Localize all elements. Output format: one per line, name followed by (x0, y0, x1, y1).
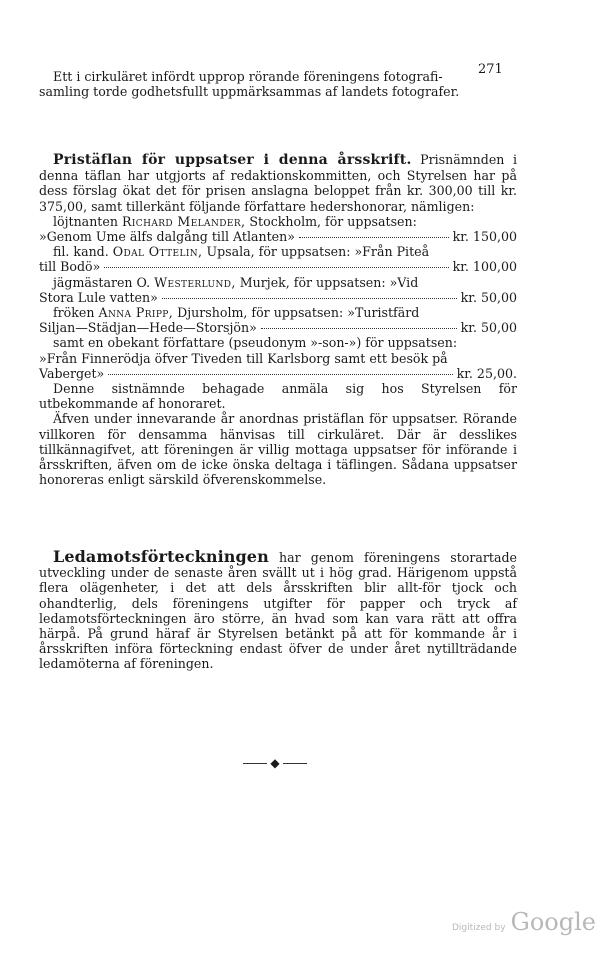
leader-dots (299, 237, 449, 238)
entry-3-pre: jägmästaren O. (53, 274, 151, 290)
entry-2-post: Upsala, för uppsatsen: »Från Piteå (206, 244, 430, 260)
pseudonym-line-1: samt en obekant författare (pseudonym »-son-») för uppsatsen: (53, 335, 458, 351)
entry-4-amount: kr. 50,00 (460, 320, 517, 336)
entry-2-title-row (39, 259, 517, 274)
membership-paragraph (39, 549, 517, 672)
pseudonym-amount: kr. 25,00. (456, 365, 517, 381)
section-ornament (230, 756, 320, 770)
entry-3-title-row (39, 290, 517, 305)
entry-4-title: Siljan—Städjan—Hede—Storsjön» (39, 320, 257, 336)
entry-4-title-row (39, 320, 517, 335)
membership-heading: Ledamotsförteckningen (53, 547, 269, 566)
google-logo: Google (510, 908, 596, 936)
entry-1-amount: kr. 150,00 (452, 229, 517, 245)
pseudonym-line-2: »Från Finnerödja öfver Tiveden till Karlsborg samt ett besök på (39, 350, 448, 366)
pseudonym-title-row (39, 366, 517, 381)
entry-3-name: Westerlund, (154, 274, 236, 290)
page-number: 271 (478, 62, 503, 77)
pseudonym-title: Vaberget» (39, 365, 105, 381)
entry-4-post: Djursholm, för uppsatsen: »Turistfärd (177, 305, 420, 321)
entry-1-post: Stockholm, för uppsatsen: (249, 213, 417, 229)
entry-4-name: Anna Pripp, (98, 305, 174, 321)
entry-1-title-row (39, 229, 517, 244)
intro-paragraph (39, 69, 517, 99)
entry-2-intro (39, 244, 517, 259)
entry-4-intro (39, 305, 517, 320)
intro-line-1: Ett i cirkuläret infördt upprop rörande föreningens fotografi- (53, 69, 443, 84)
ornament-rule-left (243, 763, 267, 764)
entry-4-pre: fröken (53, 305, 95, 321)
prize-heading: Pristäflan för uppsatser i denna årsskrift. (53, 152, 412, 168)
intro-line-2: samling torde godhetsfullt uppmärksammas af landets fotografer. (39, 84, 460, 100)
ornament-rule-right (283, 763, 307, 764)
leader-dots (104, 267, 448, 268)
membership-section (39, 549, 517, 672)
prize-intro (39, 152, 517, 214)
entry-1-intro (39, 214, 517, 229)
entry-2-amount: kr. 100,00 (452, 259, 517, 275)
entry-2-title: till Bodö» (39, 259, 101, 275)
entry-1-name: Richard Melander, (121, 213, 246, 229)
entry-3-intro (39, 275, 517, 290)
entry-1-title: »Genom Ume älfs dalgång till Atlanten» (39, 229, 295, 245)
leader-dots (162, 298, 457, 299)
leader-dots (261, 328, 457, 329)
entry-3-post: Murjek, för uppsatsen: »Vid (239, 274, 419, 290)
prize-closing: Äfven under innevarande år anordnas pristäflan för uppsatser. Rörande villkoren för densamma hänvisas till cirkuläret. Där är desslikes tillkännagifvet, att föreningen är villig mottaga uppsatser för införande i årsskriften, äfven om de icke önska deltaga i täflingen. Sådana uppsatser honoreras enligt särskild öfverenskommelse. (39, 411, 517, 488)
prize-section (39, 152, 517, 487)
membership-body: har genom föreningens storartade utveckling under de senaste åren svällt ut i hög grad. Härigenom uppstå flera olägenheter, i det att dels årsskriften blir allt-för tjock och ohandterlig, dels föreningens utgifter för papper och tryck af ledamotsförteckningen äro större, än hvad som kan vara rätt att offra härpå. På grund häraf är Styrelsen betänkt på att för kommande år i årsskriften införa förteckning endast öfver de under året nytillträdande ledamöterna af föreningen. (39, 550, 517, 672)
entry-3-title: Stora Lule vatten» (39, 289, 158, 305)
digitized-watermark (452, 908, 596, 936)
entry-2-pre: fil. kand. (53, 244, 109, 260)
ornament-glyph-icon: ◆ (270, 756, 280, 770)
entry-1-pre: löjtnanten (53, 213, 118, 229)
honorarium-note: Denne sistnämnde behagade anmäla sig hos Styrelsen för utbekommande af honoraret. (39, 381, 517, 412)
watermark-prefix: Digitized by (452, 923, 506, 933)
leader-dots (108, 374, 452, 375)
entry-3-amount: kr. 50,00 (460, 289, 517, 305)
entry-2-name: Odal Ottelin, (112, 244, 203, 260)
prize-intro-text: Prisnämnden i denna täflan har utgjorts af redaktionskommitten, och Styrelsen har på dess förslag ökat det för prisen anslagna beloppet från kr. 300,00 till kr. 375,00, samt tillerkänt följande författare hedershonorar, nämligen: (39, 152, 517, 214)
